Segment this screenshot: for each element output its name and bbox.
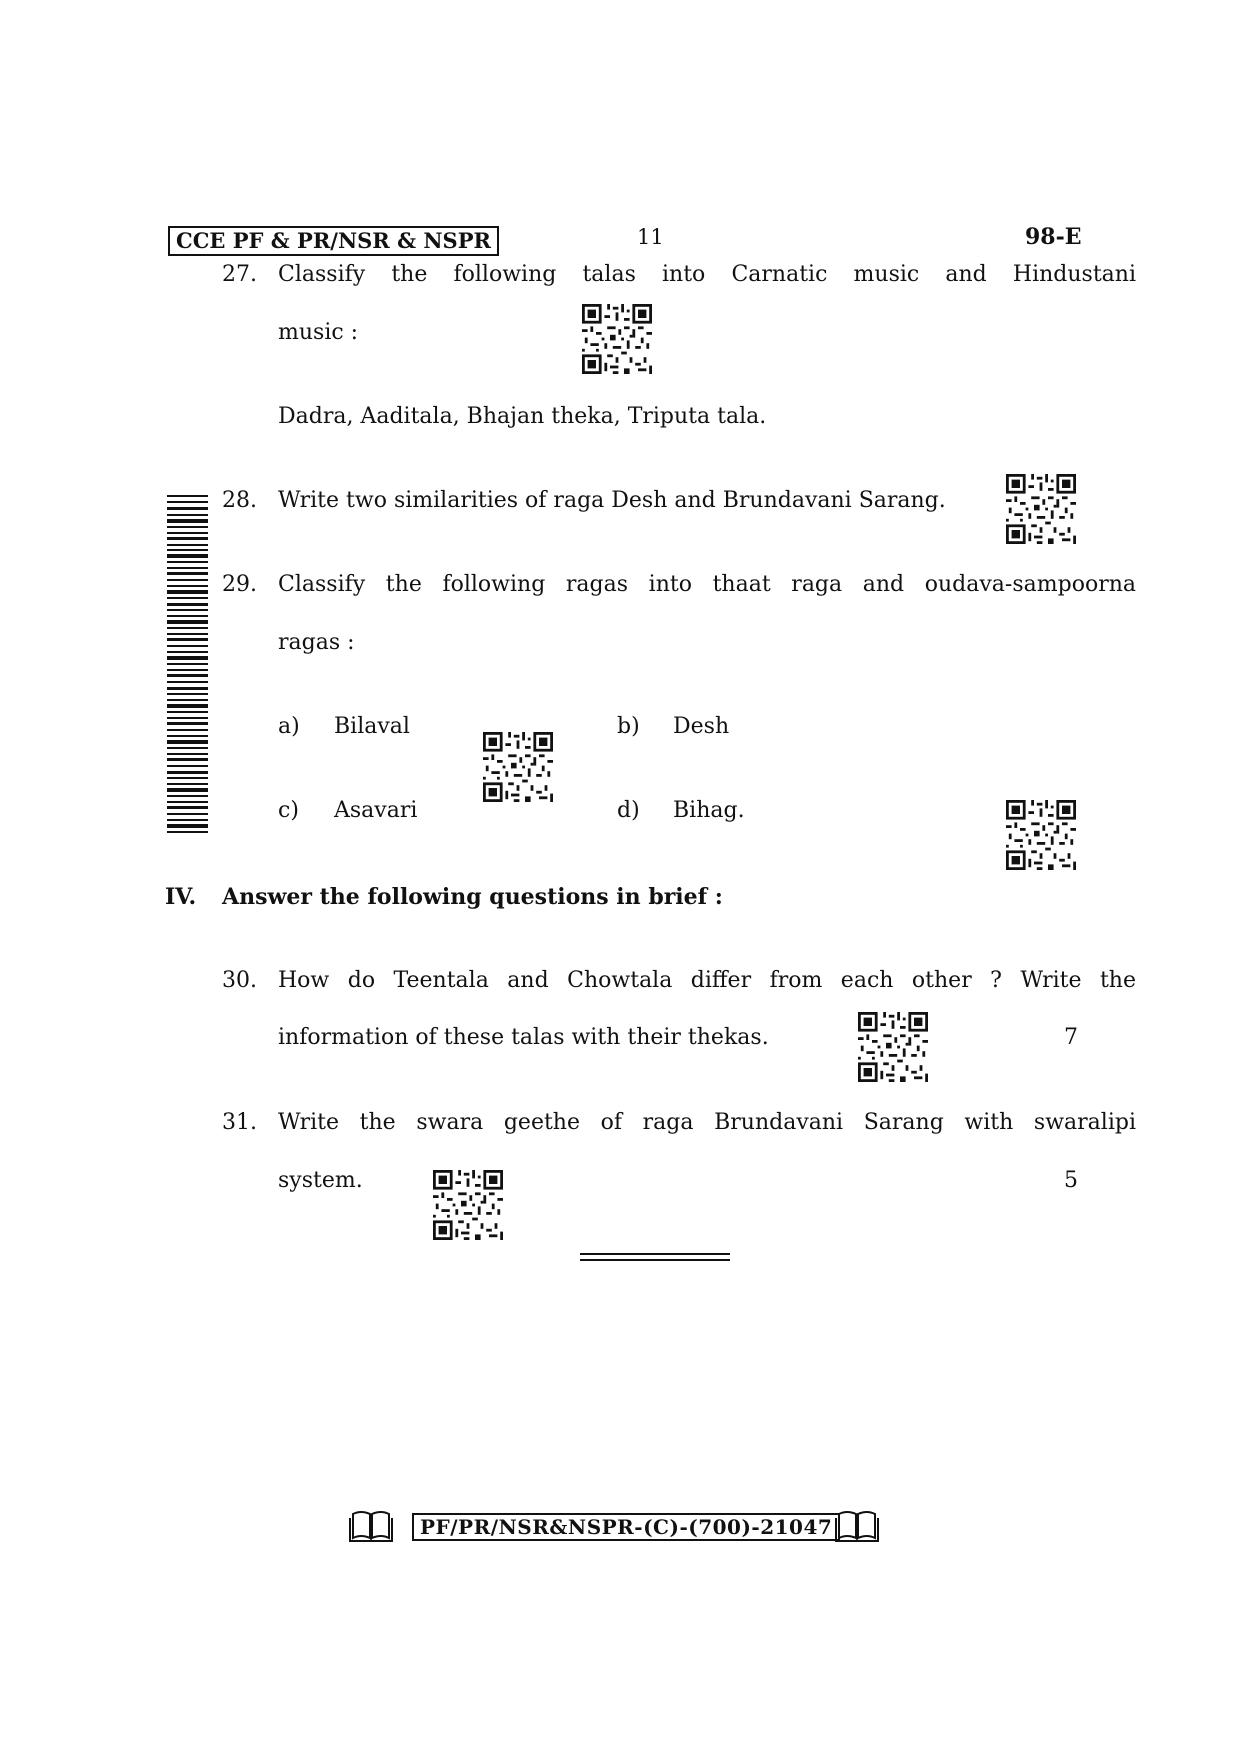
q30-line1: How do Teentala and Chowtala differ from each other ? Write the <box>278 968 1136 993</box>
q28-text: Write two similarities of raga Desh and Brundavani Sarang. <box>278 488 946 513</box>
qr-code-icon <box>858 1012 928 1082</box>
end-rule-bottom <box>580 1259 730 1261</box>
page-number: 11 <box>637 225 664 249</box>
option-d-text: Bihag. <box>673 798 745 823</box>
option-c-label: c) <box>278 798 299 823</box>
footer-code-box: PF/PR/NSR&NSPR-(C)-(700)-21047 <box>412 1513 840 1541</box>
paper-code: 98-E <box>1025 224 1082 250</box>
qr-code-icon <box>1006 800 1076 870</box>
q30-marks: 7 <box>1064 1025 1078 1050</box>
q29-number: 29. <box>222 572 257 597</box>
book-icon <box>349 1508 393 1542</box>
end-rule-top <box>580 1253 730 1255</box>
exam-code-box: CCE PF & PR/NSR & NSPR <box>168 226 499 256</box>
book-icon <box>835 1508 879 1542</box>
qr-code-icon <box>483 732 553 802</box>
q29-line2: ragas : <box>278 630 355 655</box>
option-b-label: b) <box>617 714 640 739</box>
q30-line2: information of these talas with their thekas. <box>278 1025 769 1050</box>
section-numeral: IV. <box>165 884 197 910</box>
q29-line1: Classify the following ragas into thaat raga and oudava-sampoorna <box>278 572 1136 597</box>
q27-number: 27. <box>222 262 257 287</box>
option-a-text: Bilaval <box>334 714 410 739</box>
q27-items: Dadra, Aaditala, Bhajan theka, Triputa tala. <box>278 404 767 429</box>
section-title: Answer the following questions in brief : <box>222 884 723 910</box>
qr-code-icon <box>582 304 652 374</box>
q31-number: 31. <box>222 1110 257 1135</box>
q27-line1: Classify the following talas into Carnatic music and Hindustani <box>278 262 1136 287</box>
qr-code-icon <box>433 1170 503 1240</box>
option-b-text: Desh <box>673 714 730 739</box>
q31-line2: system. <box>278 1168 363 1193</box>
q31-marks: 5 <box>1064 1168 1078 1193</box>
q31-line1: Write the swara geethe of raga Brundavani Sarang with swaralipi <box>278 1110 1136 1135</box>
qr-code-icon <box>1006 474 1076 544</box>
option-c-text: Asavari <box>334 798 418 823</box>
option-a-label: a) <box>278 714 300 739</box>
q30-number: 30. <box>222 968 257 993</box>
q28-number: 28. <box>222 488 257 513</box>
barcode-icon <box>167 495 208 833</box>
q27-line2: music : <box>278 320 359 345</box>
option-d-label: d) <box>617 798 640 823</box>
